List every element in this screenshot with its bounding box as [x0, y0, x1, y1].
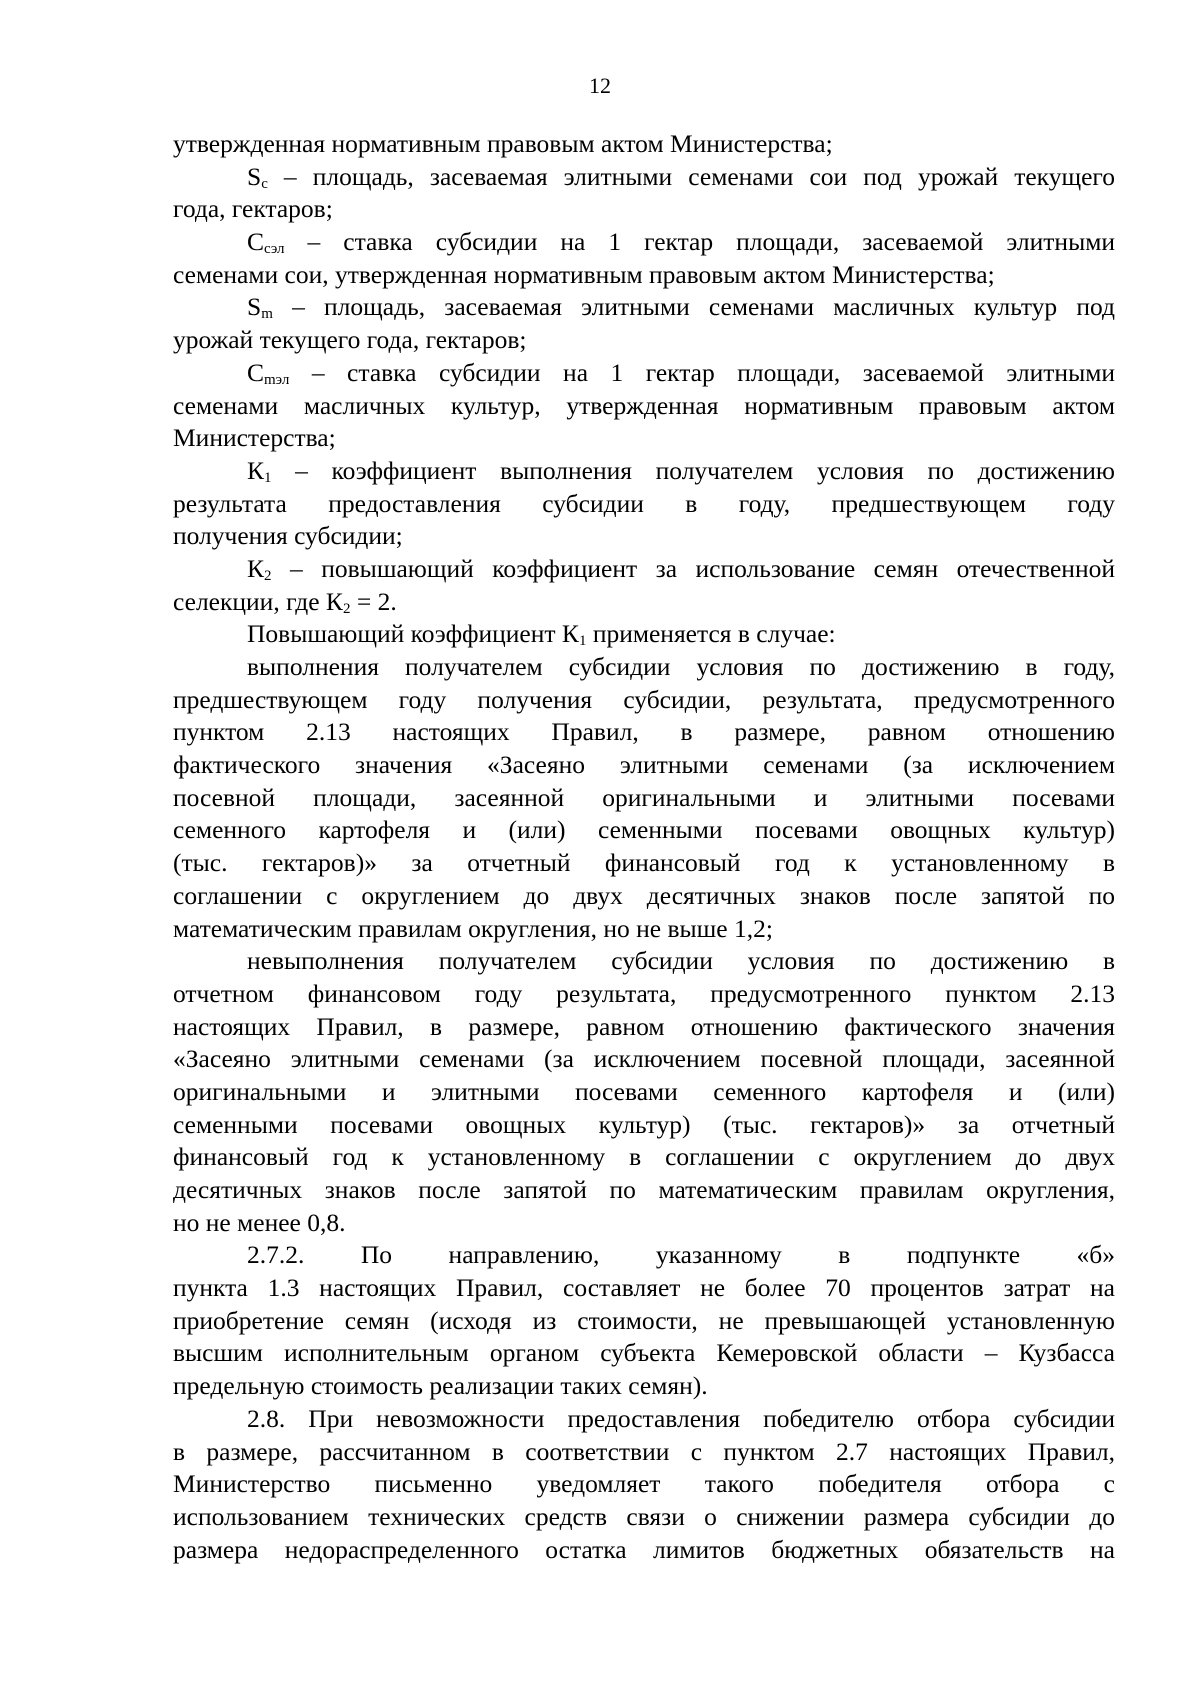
document-body — [173, 128, 1115, 1566]
subscript: 2 — [264, 567, 272, 584]
subscript: 1 — [264, 469, 272, 486]
text-line: (тыс. гектаров)» за отчетный финансовый год к установленному в — [173, 848, 1115, 878]
subscript: с — [261, 175, 268, 192]
text-line: приобретение семян (исходя из стоимости, не превышающей установленную — [173, 1305, 1115, 1335]
text-line: получения субсидии; — [173, 521, 403, 551]
text-line: Министерство письменно уведомляет такого победителя отбора с — [173, 1469, 1115, 1499]
text-line: десятичных знаков после запятой по математическим правилам округления, — [173, 1175, 1115, 1204]
text-segment: Повышающий коэффициент К — [247, 619, 579, 649]
text-line: 2.8. При невозможности предоставления победителю отбора субсидии — [247, 1403, 1115, 1433]
text-line: финансовый год к установленному в соглашении с округлением до двух — [173, 1142, 1115, 1172]
text-segment: С — [247, 357, 265, 387]
text-line: выполнения получателем субсидии условия по достижению в году, — [247, 652, 1115, 681]
text-line: но не менее 0,8. — [173, 1207, 346, 1237]
text-line — [173, 586, 1115, 619]
text-segment: – ставка субсидии на 1 гектар площади, засеваемой элитными — [284, 227, 1115, 257]
text-line: семенного картофеля и (или) семенными посевами овощных культур) — [173, 815, 1115, 845]
text-line: использованием технических средств связи о снижении размера субсидии до — [173, 1501, 1115, 1531]
text-line: невыполнения получателем субсидии условия по достижению в — [247, 946, 1115, 976]
text-line: настоящих Правил, в размере, равном отношению фактического значения — [173, 1011, 1115, 1041]
text-segment: – повышающий коэффициент за использование семян отечественной — [271, 553, 1115, 583]
text-line: отчетном финансовом году результата, предусмотренного пунктом 2.13 — [173, 978, 1115, 1008]
text-line: семенными посевами овощных культур) (тыс. гектаров)» за отчетный — [173, 1109, 1115, 1139]
text-line — [173, 161, 1115, 194]
text-line: «Засеяно элитными семенами (за исключением посевной площади, засеянной — [173, 1044, 1115, 1074]
text-segment: С — [247, 227, 265, 257]
text-line: пунктом 2.13 настоящих Правил, в размере, равном отношению — [173, 717, 1115, 747]
text-segment: – ставка субсидии на 1 гектар площади, засеваемой элитными — [289, 357, 1115, 387]
text-line: соглашении с округлением до двух десятичных знаков после запятой по — [173, 880, 1115, 910]
text-segment: – коэффициент выполнения получателем условия по достижению — [271, 455, 1115, 485]
text-line — [173, 357, 1115, 390]
text-segment: – площадь, засеваемая элитными семенами масличных культур под — [272, 292, 1115, 322]
text-line: 2.7.2. По направлению, указанному в подпункте «б» — [247, 1240, 1115, 1270]
subscript: mэл — [264, 371, 290, 388]
text-line: урожай текущего года, гектаров; — [173, 325, 527, 355]
text-line — [173, 553, 1115, 586]
text-line: предельную стоимость реализации таких семян). — [173, 1371, 708, 1401]
text-line — [173, 291, 1115, 324]
text-line: размера недораспределенного остатка лимитов бюджетных обязательств на — [173, 1534, 1115, 1564]
text-line: математическим правилам округления, но не выше 1,2; — [173, 913, 773, 943]
text-line: результата предоставления субсидии в году, предшествующем году — [173, 488, 1115, 518]
page-number: 12 — [589, 73, 611, 98]
text-line: семенами сои, утвержденная нормативным правовым актом Министерства; — [173, 259, 995, 289]
text-segment: – площадь, засеваемая элитными семенами сои под урожай текущего — [267, 161, 1115, 191]
text-segment: S — [247, 292, 262, 322]
text-segment: селекции, где К — [173, 586, 343, 616]
text-line: предшествующем году получения субсидии, результата, предусмотренного — [173, 684, 1115, 714]
text-line — [173, 226, 1115, 259]
subscript: m — [261, 306, 273, 323]
text-segment: S — [247, 161, 262, 191]
text-line: высшим исполнительным органом субъекта Кемеровской области – Кузбасса — [173, 1338, 1115, 1368]
text-line: в размере, рассчитанном в соответствии с пунктом 2.7 настоящих Правил, — [173, 1436, 1115, 1466]
subscript: 1 — [578, 633, 587, 650]
text-line: утвержденная нормативным правовым актом Министерства; — [173, 129, 833, 158]
subscript: 2 — [342, 600, 351, 617]
subscript: сэл — [264, 241, 285, 258]
text-segment: К — [247, 553, 265, 583]
text-segment: = 2. — [350, 586, 397, 616]
text-segment: применяется в случае: — [586, 619, 836, 649]
text-line: Министерства; — [173, 423, 336, 453]
text-line: оригинальными и элитными посевами семенного картофеля и (или) — [173, 1076, 1115, 1106]
text-segment: К — [247, 455, 265, 485]
text-line — [173, 618, 1115, 651]
text-line: года, гектаров; — [173, 194, 333, 224]
text-line — [173, 455, 1115, 488]
text-line: посевной площади, засеянной оригинальными и элитными посевами — [173, 782, 1115, 812]
text-line: семенами масличных культур, утвержденная нормативным правовым актом — [173, 390, 1115, 420]
text-line: фактического значения «Засеяно элитными семенами (за исключением — [173, 750, 1115, 780]
text-line: пункта 1.3 настоящих Правил, составляет не более 70 процентов затрат на — [173, 1273, 1115, 1303]
